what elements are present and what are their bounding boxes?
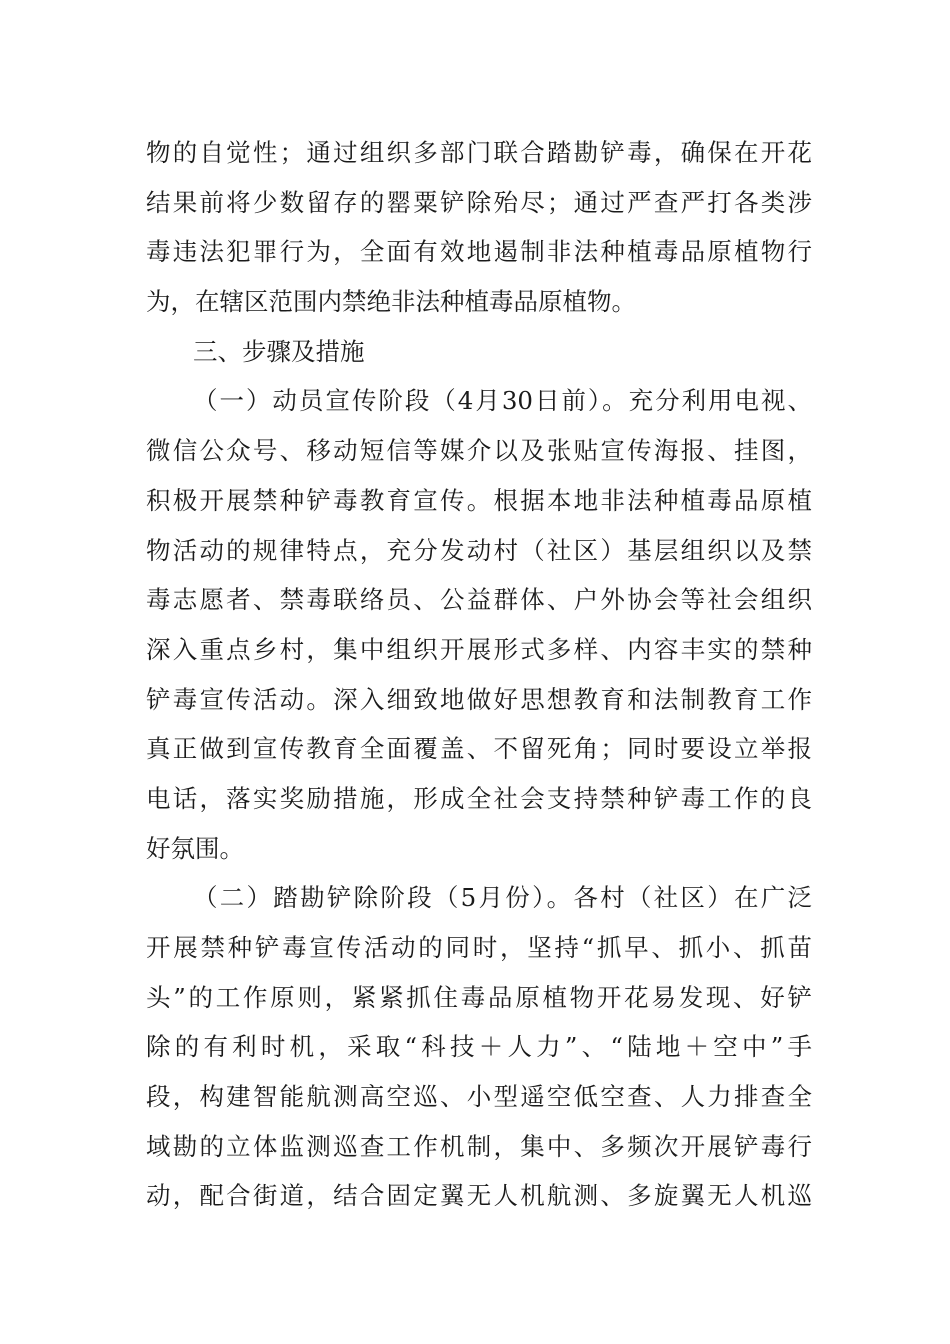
text-line: （二）踏勘铲除阶段（5月份）。各村（社区）在广泛 (193, 883, 812, 913)
text-line: 动，配合街道，结合固定翼无人机航测、多旋翼无人机巡 (146, 1181, 812, 1211)
document-body (146, 128, 812, 1221)
text-line: 好氛围。 (146, 833, 244, 863)
text-line: 域勘的立体监测巡查工作机制，集中、多频次开展铲毒行 (146, 1131, 812, 1161)
text-line: 毒违法犯罪行为，全面有效地遏制非法种植毒品原植物行 (146, 237, 812, 267)
text-line: 开展禁种铲毒宣传活动的同时，坚持“抓早、抓小、抓苗 (146, 933, 812, 962)
paragraph-continuation (146, 128, 812, 327)
text-line: 积极开展禁种铲毒教育宣传。根据本地非法种植毒品原植 (146, 485, 812, 515)
text-line: 除的有利时机，采取“科技＋人力”、“陆地＋空中”手 (146, 1032, 812, 1062)
text-line: 铲毒宣传活动。深入细致地做好思想教育和法制教育工作 (146, 684, 812, 714)
text-line: 物活动的规律特点，充分发动村（社区）基层组织以及禁 (146, 535, 812, 565)
heading-text: 三、步骤及措施 (193, 336, 365, 366)
text-line: 毒志愿者、禁毒联络员、公益群体、户外协会等社会组织 (146, 585, 812, 615)
text-line: 结果前将少数留存的罂粟铲除殆尽；通过严查严打各类涉 (146, 187, 812, 217)
text-line: 物的自觉性；通过组织多部门联合踏勘铲毒，确保在开花 (146, 138, 812, 167)
paragraph-survey-eradication-stage (146, 873, 812, 1221)
text-line: 真正做到宣传教育全面覆盖、不留死角；同时要设立举报 (146, 734, 812, 764)
text-line: 段，构建智能航测高空巡、小型遥空低空查、人力排查全 (146, 1082, 812, 1112)
section-heading (146, 327, 812, 377)
text-line: 微信公众号、移动短信等媒介以及张贴宣传海报、挂图， (146, 436, 812, 466)
text-line: 头”的工作原则，紧紧抓住毒品原植物开花易发现、好铲 (146, 982, 812, 1012)
text-line: （一）动员宣传阶段（4月30日前）。充分利用电视、 (193, 386, 812, 416)
paragraph-mobilization-stage (146, 376, 812, 873)
text-line: 电话，落实奖励措施，形成全社会支持禁种铲毒工作的良 (146, 783, 812, 813)
text-line: 为，在辖区范围内禁绝非法种植毒品原植物。 (146, 287, 636, 317)
text-line: 深入重点乡村，集中组织开展形式多样、内容丰实的禁种 (146, 634, 812, 664)
